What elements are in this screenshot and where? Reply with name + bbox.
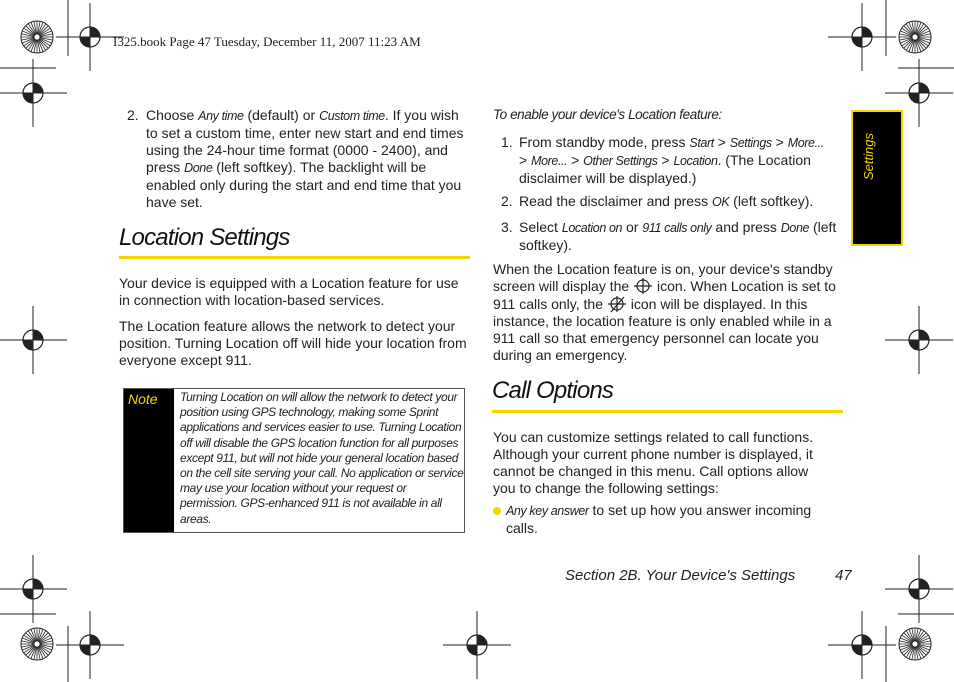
registration-sunburst-icon (21, 628, 53, 660)
step-2-disclaimer: Read the disclaimer and press OK (left softkey). (519, 193, 814, 209)
heading-location-settings: Location Settings (119, 224, 290, 251)
section-tab (851, 110, 903, 246)
note-label-cell (124, 389, 174, 532)
step-2-backlight: Choose Any time (default) or Custom time. If you wish to set a custom time, enter new start and end times using the 24-hour time format (0000 - 2400), and press Done (left softkey). The backlight will be enabled only during the start and end time that you have set. (146, 107, 464, 210)
registration-sunburst-icon (899, 21, 931, 53)
note-box (123, 388, 465, 533)
bullet-icon (493, 507, 501, 515)
note-text: Turning Location on will allow the network to detect your position using GPS technology, making some Sprint applications and services easier to use. Turning Location off will disable the GPS location function for all purposes except 911, but will not hide your general location based on the cell site serving your call. No application or service may use your location without your request or permission. GPS-enhanced 911 is not available in all areas. (180, 390, 464, 526)
step-1-location-menu: From standby mode, press Start > Settings > More... > More... > Other Settings > Location. (The Location disclaimer will be displayed.) (519, 134, 824, 186)
heading-rule (492, 410, 843, 413)
registration-crosshair-icon (885, 306, 953, 374)
step-number: 3. (501, 219, 513, 235)
paragraph: Your device is equipped with a Location feature for use in connection with location-based services. (119, 275, 459, 308)
step-3-select-option: Select Location on or 911 calls only and press Done (left softkey). (519, 219, 837, 253)
registration-crosshair-icon (443, 611, 511, 679)
registration-crosshair-icon (0, 555, 67, 623)
location-icon-paragraph: When the Location feature is on, your device's standby screen will display the icon. When Location is set to 911 calls only, the icon will be displayed. In this instance, the location feature is only enabled while in a 911 call so that emergency personnel can locate you during an emergency. (493, 261, 836, 363)
registration-crosshair-icon (56, 611, 124, 679)
registration-crosshair-icon (0, 306, 67, 374)
location-911-icon (607, 295, 627, 313)
note-label: Note (128, 391, 158, 407)
step-number: 1. (501, 134, 513, 150)
location-on-icon (633, 278, 653, 294)
paragraph: The Location feature allows the network to detect your position. Turning Location off will hide your location from everyone except 911. (119, 318, 467, 368)
list-item: Any key answer to set up how you answer incoming calls. (506, 502, 812, 536)
section-tab-label: Settings (861, 133, 876, 180)
heading-rule (119, 256, 470, 259)
step-number: 2. (127, 107, 139, 123)
registration-crosshair-icon (885, 555, 953, 623)
print-header: I325.book Page 47 Tuesday, December 11, 2007 11:23 AM (113, 34, 421, 49)
registration-sunburst-icon (21, 21, 53, 53)
page-number: 47 (835, 567, 852, 584)
footer-section-title: Section 2B. Your Device's Settings (565, 567, 796, 584)
step-number: 2. (501, 193, 513, 209)
paragraph: You can customize settings related to call functions. Although your current phone number is displayed, it cannot be changed in this menu. Call options allow you to change the following settings: (493, 429, 814, 496)
registration-sunburst-icon (899, 628, 931, 660)
heading-call-options: Call Options (492, 377, 614, 404)
procedure-intro: To enable your device's Location feature: (493, 107, 722, 122)
registration-crosshair-icon (0, 59, 67, 127)
